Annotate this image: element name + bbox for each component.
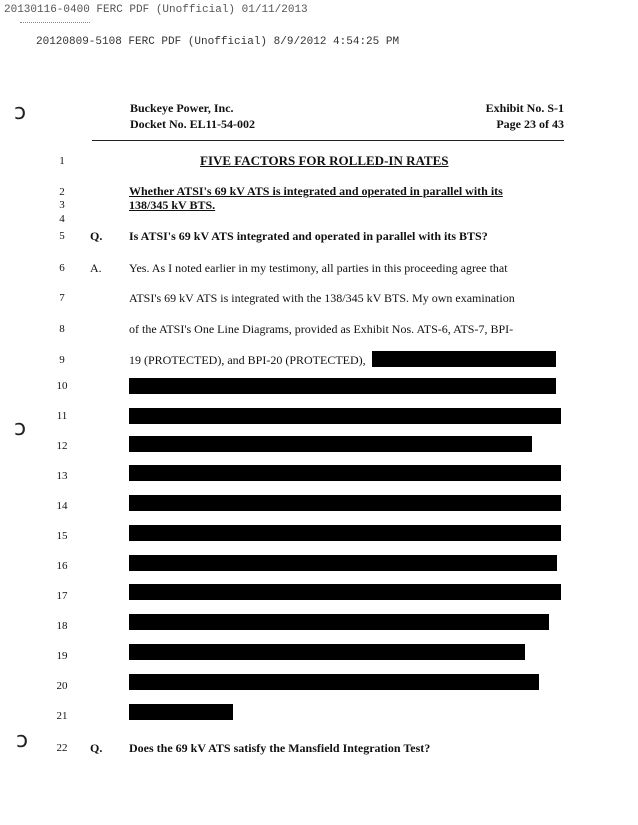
answer-text: of the ATSI's One Line Diagrams, provided as Exhibit Nos. ATS-6, ATS-7, BPI- xyxy=(129,322,514,336)
redaction-bar xyxy=(129,495,561,511)
line-number: 10 xyxy=(56,380,68,392)
line-number: 19 xyxy=(56,650,68,662)
line-number: 9 xyxy=(59,354,65,366)
redaction-bar xyxy=(129,704,233,720)
line-number: 2 xyxy=(59,186,65,198)
redaction-bar xyxy=(129,436,532,452)
handwritten-mark: ↄ xyxy=(14,100,27,125)
redaction-bar xyxy=(129,614,549,630)
top-filing-stamp: 20130116-0400 FERC PDF (Unofficial) 01/11/2013 xyxy=(4,4,308,16)
line-number: 16 xyxy=(56,560,68,572)
redaction-bar xyxy=(129,465,561,481)
redaction-bar xyxy=(129,525,561,541)
answer-label: A. xyxy=(90,261,102,275)
question-label: Q. xyxy=(90,229,103,243)
line-number: 5 xyxy=(59,230,65,242)
answer-text: 19 (PROTECTED), and BPI-20 (PROTECTED), xyxy=(129,353,366,367)
page-number: Page 23 of 43 xyxy=(496,117,564,131)
handwritten-mark: ↄ xyxy=(16,728,29,753)
redaction-bar xyxy=(372,351,556,367)
company-name: Buckeye Power, Inc. xyxy=(130,101,234,115)
docket-number: Docket No. EL11-54-002 xyxy=(130,117,255,131)
line-number: 8 xyxy=(59,323,65,335)
header-rule xyxy=(92,140,564,141)
line-number: 13 xyxy=(56,470,68,482)
question-label: Q. xyxy=(90,741,103,755)
line-number: 11 xyxy=(56,410,68,422)
line-number: 7 xyxy=(59,292,65,304)
handwritten-mark: ↄ xyxy=(14,416,27,441)
line-number: 1 xyxy=(59,155,65,167)
line-number: 18 xyxy=(56,620,68,632)
redaction-bar xyxy=(129,584,561,600)
line-number: 4 xyxy=(59,213,65,225)
subheading-line: Whether ATSI's 69 kV ATS is integrated and operated in parallel with its xyxy=(129,184,503,198)
line-number: 6 xyxy=(59,262,65,274)
question-text: Is ATSI's 69 kV ATS integrated and operated in parallel with its BTS? xyxy=(129,229,488,243)
stamp-underline xyxy=(20,22,90,23)
redaction-bar xyxy=(129,378,556,394)
subheading-line: 138/345 kV BTS. xyxy=(129,198,216,212)
answer-text: ATSI's 69 kV ATS is integrated with the 138/345 kV BTS. My own examination xyxy=(129,291,515,305)
redaction-bar xyxy=(129,644,525,660)
line-number: 17 xyxy=(56,590,68,602)
exhibit-number: Exhibit No. S-1 xyxy=(485,101,564,115)
line-number: 14 xyxy=(56,500,68,512)
second-filing-stamp: 20120809-5108 FERC PDF (Unofficial) 8/9/2012 4:54:25 PM xyxy=(36,36,400,48)
redaction-bar xyxy=(129,555,557,571)
line-number: 21 xyxy=(56,710,68,722)
redaction-bar xyxy=(129,408,561,424)
line-number: 20 xyxy=(56,680,68,692)
section-title: FIVE FACTORS FOR ROLLED-IN RATES xyxy=(200,153,449,168)
line-number: 15 xyxy=(56,530,68,542)
redaction-bar xyxy=(129,674,539,690)
answer-text: Yes. As I noted earlier in my testimony, all parties in this proceeding agree that xyxy=(129,261,508,275)
line-number: 3 xyxy=(59,199,65,211)
question-text: Does the 69 kV ATS satisfy the Mansfield Integration Test? xyxy=(129,741,431,755)
line-number: 12 xyxy=(56,440,68,452)
line-number: 22 xyxy=(56,742,68,754)
